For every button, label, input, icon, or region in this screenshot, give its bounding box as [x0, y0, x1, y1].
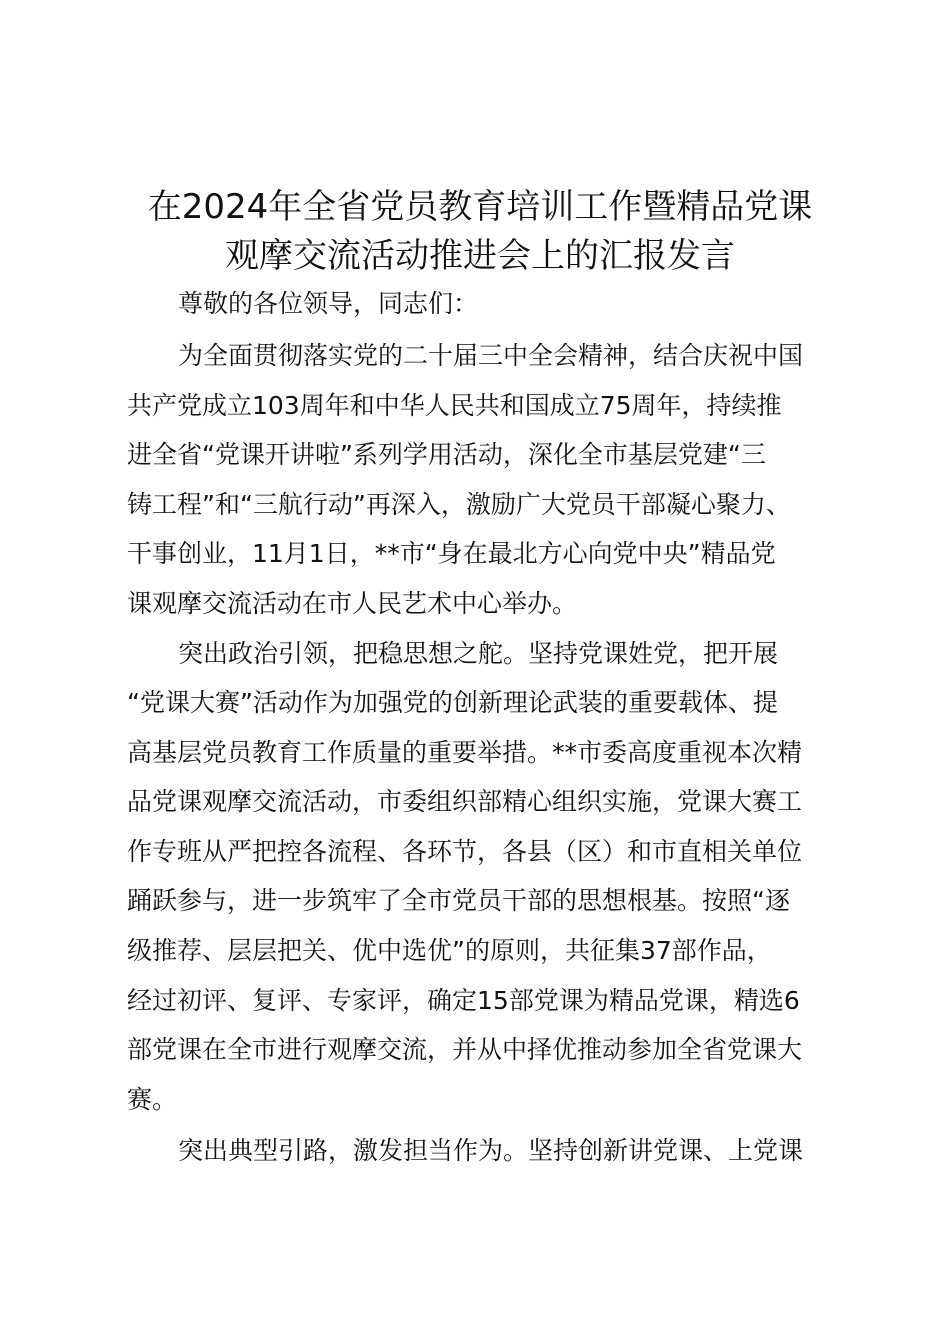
paragraph-1-line: 铸工程”和“三航行动”再深入，激励广大党员干部凝心聚力、 — [127, 490, 791, 519]
paragraph-1-line: 共产党成立103周年和中华人民共和国成立75周年，持续推 — [127, 391, 782, 420]
document-title-line-2: 观摩交流活动推进会上的汇报发言 — [225, 236, 735, 276]
paragraph-2-line: “党课大赛”活动作为加强党的创新理论武装的重要载体、提 — [127, 688, 778, 717]
paragraph-1-line: 课观摩交流活动在市人民艺术中心举办。 — [127, 589, 578, 618]
paragraph-1-line: 干事创业，11月1日，**市“身在最北方心向党中央”精品党 — [127, 539, 776, 568]
paragraph-1-line: 为全面贯彻落实党的二十届三中全会精神，结合庆祝中国 — [178, 341, 804, 370]
salutation: 尊敬的各位领导，同志们： — [178, 289, 479, 318]
paragraph-2-line: 经过初评、复评、专家评，确定15部党课为精品党课，精选6 — [127, 986, 800, 1015]
paragraph-2-line: 品党课观摩交流活动，市委组织部精心组织实施，党课大赛工 — [127, 787, 803, 816]
paragraph-3-line: 突出典型引路，激发担当作为。坚持创新讲党课、上党课 — [178, 1136, 804, 1165]
paragraph-2-line: 作专班从严把控各流程、各环节，各县（区）和市直相关单位 — [127, 837, 803, 866]
paragraph-2-line: 突出政治引领，把稳思想之舵。坚持党课姓党，把开展 — [178, 639, 779, 668]
paragraph-2-line: 赛。 — [127, 1085, 178, 1114]
document-title-line-1: 在2024年全省党员教育培训工作暨精品党课 — [147, 187, 813, 227]
paragraph-2-line: 级推荐、层层把关、优中选优”的原则，共征集37部作品， — [127, 936, 772, 965]
paragraph-2-line: 高基层党员教育工作质量的重要举措。**市委高度重视本次精 — [127, 738, 803, 767]
paragraph-2-line: 踊跃参与，进一步筑牢了全市党员干部的思想根基。按照“逐 — [127, 886, 790, 915]
paragraph-2-line: 部党课在全市进行观摩交流，并从中择优推动参加全省党课大 — [127, 1035, 803, 1064]
paragraph-1-line: 进全省“党课开讲啦”系列学用活动，深化全市基层党建“三 — [127, 440, 766, 469]
